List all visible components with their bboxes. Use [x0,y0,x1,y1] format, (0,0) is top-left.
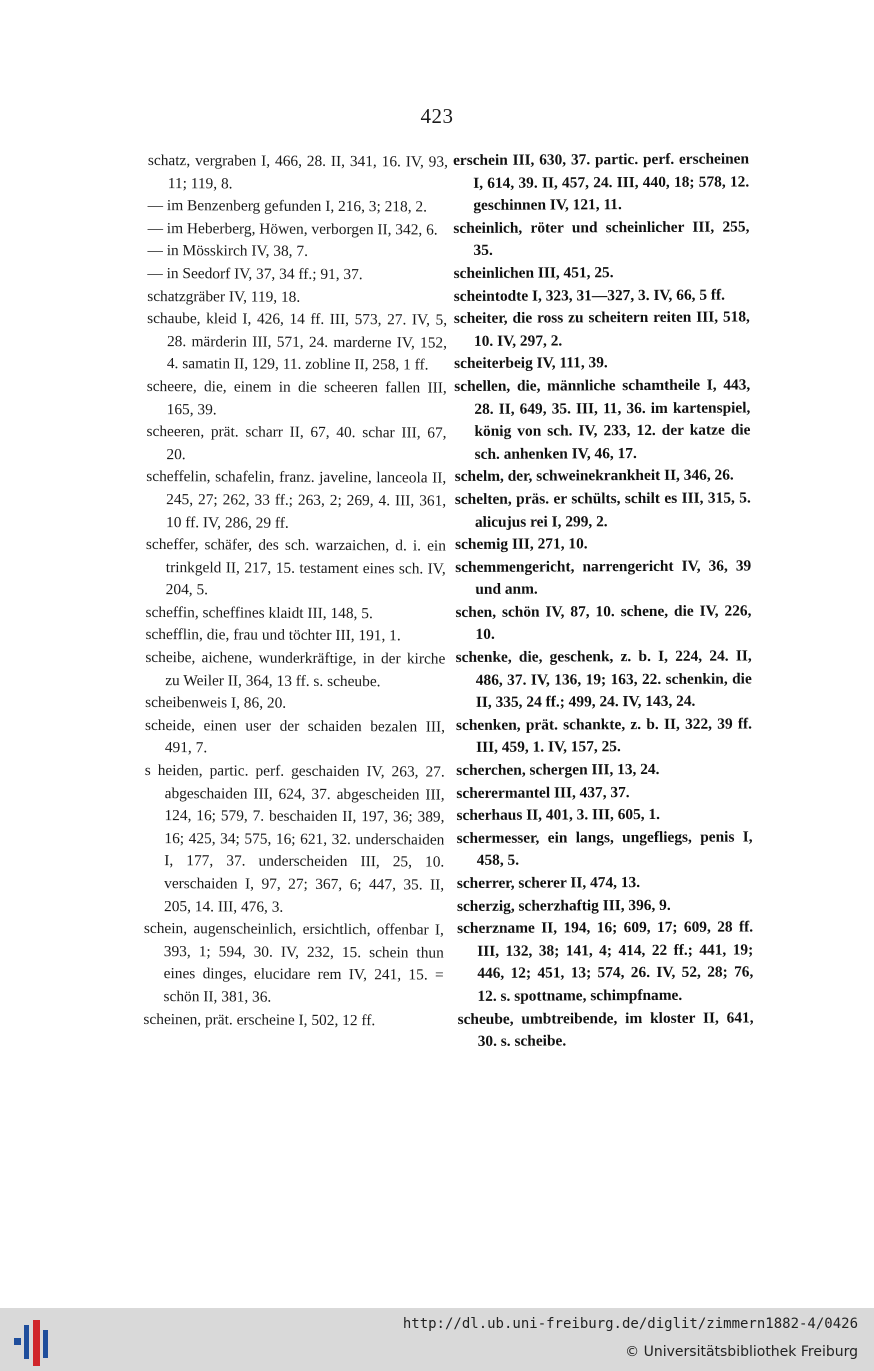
index-entry: scherrer, scherer II, 474, 13. [456,874,641,892]
index-entry: scheibenweis I, 86, 20. [145,694,287,712]
index-entry: scherzig, scherzhaftig III, 396, 9. [456,896,671,915]
index-entry: schenke, die, geschenk, z. b. I, 224, 24. II, 486, 37. IV, 136, 19; 163, 22. schenkin, die II, 335, 24 ff.; 499, 24. IV, 143, 24. [455,647,752,712]
index-entry: scheiterbeig IV, 111, 39. [454,354,608,373]
index-entry: scheeren, prät. scharr II, 67, 40. schar III, 67, 20. [146,423,447,463]
index-entry: schatz, vergraben I, 466, 28. II, 341, 16. IV, 93, 11; 119, 8. [147,151,448,193]
index-entry: scheibe, aichene, wunderkräftige, in der kirche zu Weiler II, 364, 13 ff. s. scheube. [145,649,446,690]
index-entry: scherchen, schergen III, 13, 24. [456,760,660,780]
index-entry: schelm, der, schweinekrankheit II, 346, 26. [454,466,734,486]
source-url-link[interactable]: http://dl.ub.uni-freiburg.de/diglit/zimmern1882-4/0426 [402,1316,858,1332]
index-entry: schemmengericht, narrengericht IV, 36, 39 und anm. [455,557,752,599]
footer-bar [0,1308,874,1371]
index-entry: schen, schön IV, 87, 10. schene, die IV, 226, 10. [455,602,752,644]
index-entry: — in Seedorf IV, 37, 34 ff.; 91, 37. [147,264,363,284]
index-entry: schemig III, 271, 10. [455,535,588,554]
index-entry: schermesser, ein langs, ungefliegs, penis I, 458, 5. [456,828,753,870]
index-entry: scheube, umbtreibende, im kloster II, 641, 30. s. scheibe. [457,1009,754,1051]
library-logo-icon [14,1320,54,1366]
index-entry: scheintodte I, 323, 31—327, 3. IV, 66, 5 ff. [453,286,726,305]
index-entry: erschein III, 630, 37. partic. perf. erscheinen I, 614, 39. II, 457, 24. III, 440, 18; 578, 12. geschinnen IV, 121, 11. [453,150,750,215]
index-entry: scheide, einen user der schaiden bezalen III, 491, 7. [144,716,446,757]
index-entry: schatzgräber IV, 119, 18. [147,287,301,306]
index-entry: scheffer, schäfer, des sch. warzaichen, d. i. ein trinkgeld II, 217, 15. testament eines sch. IV, 204, 5. [145,536,446,599]
copyright-notice: © Universitätsbibliothek Freiburg [625,1344,858,1360]
index-entry: schelten, präs. er schülts, schilt es III, 315, 5. alicujus rei I, 299, 2. [454,489,751,531]
index-entry: scheinlich, röter und scheinlicher III, 255, 35. [453,218,750,260]
index-entry: scheinlichen III, 451, 25. [453,264,614,282]
index-entry: schefflin, die, frau und töchter III, 191, 1. [145,626,401,645]
index-entry: scheere, die, einem in die scheeren fallen III, 165, 39. [146,377,447,418]
right-column [453,148,754,1053]
index-entry: — in Mösskirch IV, 38, 7. [147,242,308,261]
index-entry: scheiter, die ross zu scheitern reiten III, 518, 10. IV, 297, 2. [453,308,750,350]
index-entry: scherhaus II, 401, 3. III, 605, 1. [456,806,661,825]
index-entry: scheffin, scheffines klaidt III, 148, 5. [145,603,373,623]
page-number: 423 [420,104,454,128]
index-entry: s heiden, partic. perf. geschaiden IV, 263, 27. abgeschaiden III, 624, 37. abgescheiden III, 124, 16; 579, 7. beschaiden II, 197, 36; 389, 16; 425, 34; 575, 16; 621, 32. underschaiden I, 177, 37. underscheiden III, 25, 10. verschaiden I, 97, 27; 367, 6; 447, 35. II, 205, 14. III, 476, 3. [144,762,445,916]
index-entry: schein, augenscheinlich, ersichtlich, offenbar I, 393, 1; 594, 30. IV, 232, 15. schein thun eines dinges, elucidare rem IV, 241, 15. = schön II, 381, 36. [143,920,444,1006]
index-entry: scheffelin, schafelin, franz. javeline, lanceola II, 245, 27; 262, 33 ff.; 263, 2; 269, 4. III, 361, 10 ff. IV, 286, 29 ff. [146,468,447,532]
index-entry: scheinen, prät. erscheine I, 502, 12 ff. [143,1010,376,1029]
index-entry: scherermantel III, 437, 37. [456,783,630,802]
index-entry: schaube, kleid I, 426, 14 ff. III, 573, 27. IV, 5, 28. märderin III, 571, 24. marderne IV, 152, 4. samatin II, 129, 11. zobline II, 258, 1 ff. [147,310,448,374]
index-entry: schenken, prät. schankte, z. b. II, 322, 39 ff. III, 459, 1. IV, 157, 25. [455,715,753,757]
index-entry: — im Benzenberg gefunden I, 216, 3; 218, 2. [147,197,428,216]
index-entry: scherzname II, 194, 16; 609, 17; 609, 28 ff. III, 132, 38; 141, 4; 414, 22 ff.; 441, 19; 446, 12; 451, 13; 574, 26. IV, 52, 28; 76, 12. s. spottname, schimpfname. [457,918,754,1005]
left-column [143,150,448,1033]
index-entry: — im Heberberg, Höwen, verborgen II, 342, 6. [147,219,438,239]
index-entry: schellen, die, männliche schamtheile I, 443, 28. II, 649, 35. III, 11, 36. im kartenspiel, könig von sch. IV, 233, 12. der katze die sch. anhenken IV, 46, 17. [454,376,751,463]
